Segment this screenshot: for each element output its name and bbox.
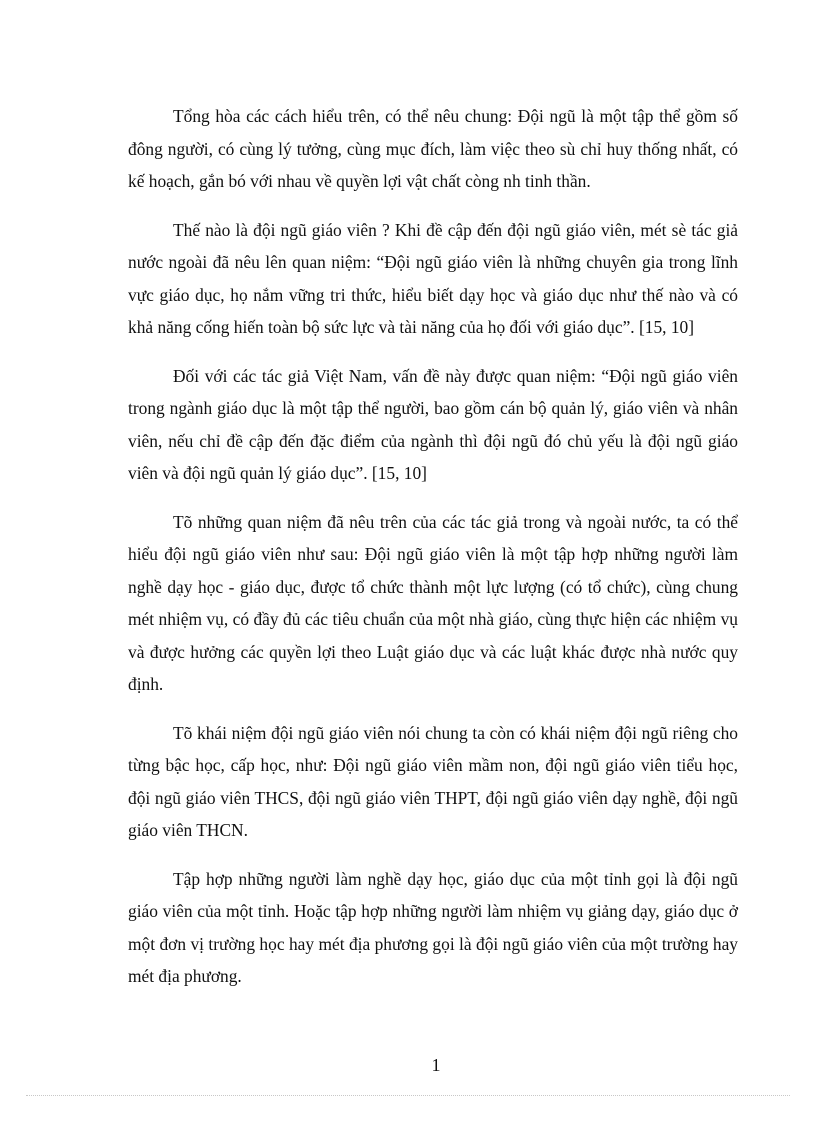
footer-divider bbox=[26, 1095, 790, 1096]
page-number: 1 bbox=[431, 1055, 441, 1075]
paragraph-5: Tõ khái niệm đội ngũ giáo viên nói chung ta còn có khái niệm đội ngũ riêng cho từng bậc học, cấp học, như: Đội ngũ giáo viên mầm non, đội ngũ giáo viên tiểu học, đội ngũ giáo viên THCS, đội ngũ giáo viên THPT, đội ngũ giáo viên dạy nghề, đội ngũ giáo viên THCN. bbox=[128, 722, 738, 840]
paragraph-2: Thế nào là đội ngũ giáo viên ? Khi đề cập đến đội ngũ giáo viên, mét sè tác giả nước ngoài đã nêu lên quan niệm: “Đội ngũ giáo viên là những chuyên gia trong lĩnh vực giáo dục, họ nắm vững tri thức, hiểu biết dạy học và giáo dục như thế nào và có khả năng cống hiến toàn bộ sức lực và tài năng của họ đối với giáo dục”. [15, 10] bbox=[128, 219, 738, 337]
paragraph-6: Tập hợp những người làm nghề dạy học, giáo dục của một tỉnh gọi là đội ngũ giáo viên của một tỉnh. Hoặc tập hợp những người làm nhiệm vụ giảng dạy, giáo dục ở một đơn vị trường học hay mét địa phương gọi là đội ngũ giáo viên của một trường hay mét địa phương. bbox=[128, 868, 738, 986]
paragraph-1: Tổng hòa các cách hiểu trên, có thể nêu chung: Đội ngũ là một tập thể gồm số đông người, có cùng lý tưởng, cùng mục đích, làm việc theo sù chỉ huy thống nhất, có kế hoạch, gắn bó với nhau về quyền lợi vật chất còng nh tinh thần. bbox=[128, 106, 738, 191]
document-body bbox=[128, 100, 738, 1009]
paragraph-4: Tõ những quan niệm đã nêu trên của các tác giả trong và ngoài nước, ta có thể hiểu đội ngũ giáo viên như sau: Đội ngũ giáo viên là một tập hợp những người làm nghề dạy học - giáo dục, được tổ chức thành một lực lượng (có tổ chức), cùng chung mét nhiệm vụ, có đầy đủ các tiêu chuẩn của một nhà giáo, cùng thực hiện các nhiệm vụ và được hưởng các quyền lợi theo Luật giáo dục và các luật khác được nhà nước quy định. bbox=[128, 511, 738, 694]
paragraph-3: Đối với các tác giả Việt Nam, vấn đề này được quan niệm: “Đội ngũ giáo viên trong ngành giáo dục là một tập thể người, bao gồm cán bộ quản lý, giáo viên và nhân viên, nếu chỉ đề cập đến đặc điểm của ngành thì đội ngũ đó chủ yếu là đội ngũ giáo viên và đội ngũ quản lý giáo dục”. [15, 10] bbox=[128, 365, 738, 483]
